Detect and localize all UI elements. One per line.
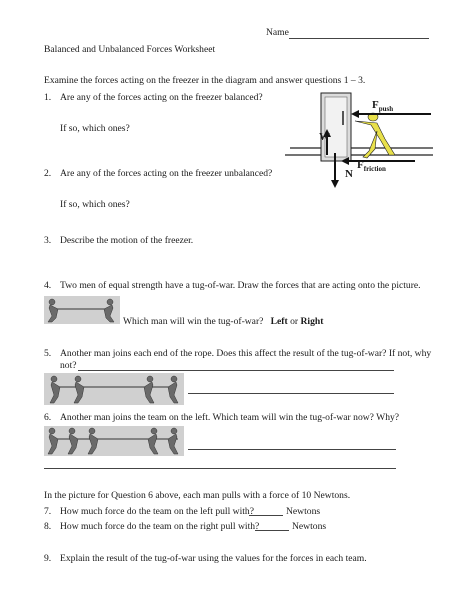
q6-context: In the picture for Question 6 above, each man pulls with a force of 10 Newtons.: [44, 490, 351, 501]
q3-number: 3.: [44, 235, 52, 246]
q8-answer-blank[interactable]: [255, 530, 289, 531]
q6-answer-line-2[interactable]: [44, 468, 396, 469]
q8-unit: Newtons: [292, 521, 327, 532]
q1-text: Are any of the forces acting on the freezer balanced?: [60, 92, 263, 103]
normal-label: N: [345, 168, 353, 180]
freezer-diagram: [285, 85, 435, 195]
q2-number: 2.: [44, 168, 52, 179]
q5-text: Another man joins each end of the rope. Does this affect the result of the tug-of-war? If not, why: [60, 348, 432, 359]
q1-follow-up: If so, which ones?: [60, 123, 130, 134]
tug-of-war-four-men-picture: [44, 373, 184, 405]
q5-answer-line-2[interactable]: [188, 393, 394, 394]
q5-text-cont: not?: [60, 360, 77, 371]
q9-text: Explain the result of the tug-of-war using the values for the forces in each team.: [60, 553, 367, 564]
tug-of-war-two-men-picture: [44, 296, 120, 324]
q6-text: Another man joins the team on the left. Which team will win the tug-of-war now? Why?: [60, 412, 400, 423]
q2-follow-up: If so, which ones?: [60, 199, 130, 210]
instructions: Examine the forces acting on the freezer in the diagram and answer questions 1 – 3.: [44, 75, 366, 86]
q8-text: How much force do the team on the right pull with?: [60, 521, 260, 532]
left-option[interactable]: Left: [270, 316, 288, 327]
q9-number: 9.: [44, 553, 52, 564]
q7-answer-blank[interactable]: [249, 515, 283, 516]
right-option[interactable]: Right: [300, 316, 324, 327]
q5-answer-line-1[interactable]: [78, 370, 394, 371]
weight-label: W: [319, 131, 330, 143]
f-friction-label: $F_{friction}$: [357, 159, 386, 174]
q4-text: Two men of equal strength have a tug-of-war. Draw the forces that are acting onto the picture.: [60, 280, 421, 291]
q8-number: 8.: [44, 521, 52, 532]
q1-number: 1.: [44, 92, 52, 103]
q6-answer-line-1[interactable]: [188, 449, 396, 450]
q6-number: 6.: [44, 412, 52, 423]
q2-text: Are any of the forces acting on the freezer unbalanced?: [60, 168, 273, 179]
q7-text: How much force do the team on the left pull with?: [60, 506, 254, 517]
name-field[interactable]: [289, 38, 429, 39]
worksheet-title: Balanced and Unbalanced Forces Worksheet: [44, 44, 216, 55]
q4-number: 4.: [44, 280, 52, 291]
q5-number: 5.: [44, 348, 52, 359]
q7-number: 7.: [44, 506, 52, 517]
tug-of-war-five-men-picture: [44, 426, 184, 456]
name-label: Name: [266, 27, 289, 38]
q4-prompt: Which man will win the tug-of-war? Left or Right: [123, 316, 324, 327]
q7-unit: Newtons: [286, 506, 321, 517]
f-push-label: $F_{push}$: [372, 99, 394, 114]
q3-text: Describe the motion of the freezer.: [60, 235, 194, 246]
